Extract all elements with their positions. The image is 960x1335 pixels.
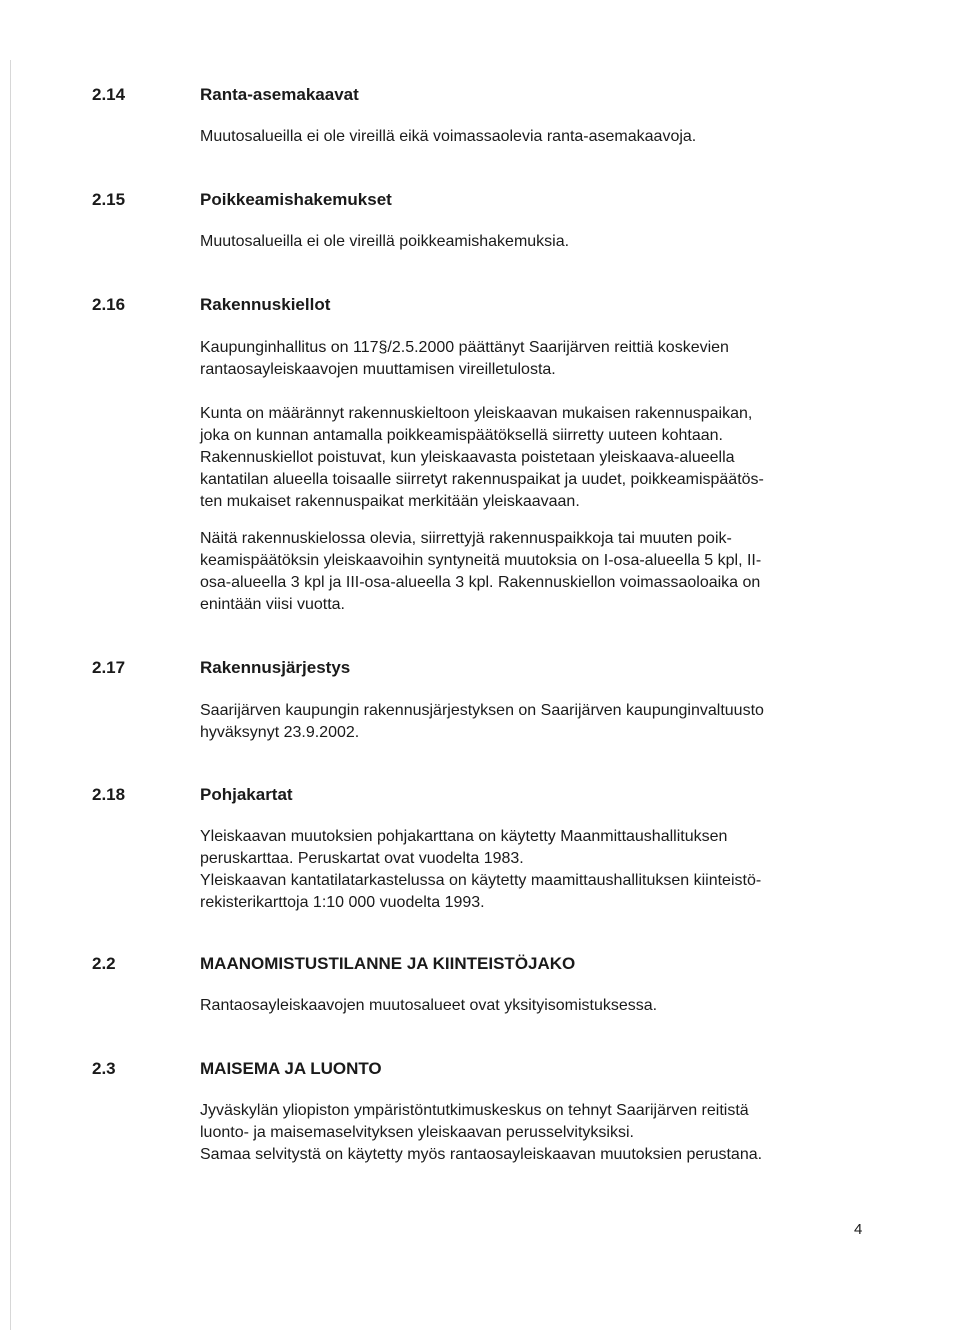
text-line: Kunta on määrännyt rakennuskieltoon yleiskaavan mukaisen rakennuspaikan,	[200, 405, 753, 422]
text-line: joka on kunnan antamalla poikkeamispäätöksellä siirretty uuteen kohtaan.	[200, 427, 723, 444]
section-2-14-number: 2.14	[92, 85, 126, 104]
section-2-16-paragraph-3	[200, 528, 876, 616]
section-2-17-title: Rakennusjärjestys	[200, 658, 351, 677]
text-line: hyväksynyt 23.9.2002.	[200, 724, 360, 741]
section-2-16-paragraph-1	[200, 337, 876, 381]
text-line: kantatilan alueella toisaalle siirretyt rakennuspaikat ja uudet, poikkeamispäätös-	[200, 471, 764, 488]
text-line: Saarijärven kaupungin rakennusjärjestyksen on Saarijärven kaupunginvaltuusto	[200, 702, 764, 719]
section-2-18-number: 2.18	[92, 785, 126, 804]
text-line: Rantaosayleiskaavojen muutosalueet ovat yksityisomistuksessa.	[200, 997, 658, 1014]
text-line: Samaa selvitystä on käytetty myös rantaosayleiskaavan muutoksien perustana.	[200, 1146, 763, 1163]
text-line: Muutosalueilla ei ole vireillä eikä voimassaolevia ranta-asemakaavoja.	[200, 128, 697, 145]
section-2-16-number: 2.16	[92, 295, 126, 314]
section-2-18-title: Pohjakartat	[200, 785, 293, 804]
binding-edge-shadow	[10, 60, 11, 1330]
page-number: 4	[854, 1221, 863, 1238]
text-line: luonto- ja maisemaselvityksen yleiskaavan perusselvityksiksi.	[200, 1124, 634, 1141]
section-2-18-text	[200, 826, 876, 914]
section-2-16-paragraph-2	[200, 403, 876, 513]
text-line: osa-alueella 3 kpl ja III-osa-alueella 3 kpl. Rakennuskiellon voimassaoloaika on	[200, 574, 761, 591]
section-2-15-number: 2.15	[92, 190, 126, 209]
text-line: enintään viisi vuotta.	[200, 596, 345, 613]
text-line: rantaosayleiskaavojen muuttamisen vireilletulosta.	[200, 361, 556, 378]
text-line: Rakennuskiellot poistuvat, kun yleiskaavasta poistetaan yleiskaava-alueella	[200, 449, 735, 466]
text-line: peruskarttaa. Peruskartat ovat vuodelta 1983.	[200, 850, 524, 867]
text-line: Näitä rakennuskielossa olevia, siirrettyjä rakennuspaikkoja tai muuten poik-	[200, 530, 732, 547]
section-2-2-title: MAANOMISTUSTILANNE JA KIINTEISTÖJAKO	[200, 954, 576, 973]
section-2-3-text	[200, 1100, 876, 1166]
section-2-2-text	[200, 995, 876, 1017]
section-2-14-title: Ranta-asemakaavat	[200, 85, 359, 104]
text-line: Yleiskaavan kantatilatarkastelussa on käytetty maamittaushallituksen kiinteistö-	[200, 872, 762, 889]
text-line: Jyväskylän yliopiston ympäristöntutkimuskeskus on tehnyt Saarijärven reitistä	[200, 1102, 749, 1119]
text-line: Yleiskaavan muutoksien pohjakarttana on käytetty Maanmittaushallituksen	[200, 828, 728, 845]
section-2-3-number: 2.3	[92, 1059, 116, 1078]
text-line: rekisterikarttoja 1:10 000 vuodelta 1993.	[200, 894, 485, 911]
section-2-15-title: Poikkeamishakemukset	[200, 190, 392, 209]
section-2-15-text	[200, 231, 876, 253]
section-2-17-number: 2.17	[92, 658, 126, 677]
section-2-17-text	[200, 700, 876, 744]
text-line: keamispäätöksin yleiskaavoihin syntyneitä muutoksia on I-osa-alueella 5 kpl, II-	[200, 552, 762, 569]
section-2-2-number: 2.2	[92, 954, 116, 973]
section-2-3-title: MAISEMA JA LUONTO	[200, 1059, 382, 1078]
text-line: Muutosalueilla ei ole vireillä poikkeamishakemuksia.	[200, 233, 570, 250]
text-line: ten mukaiset rakennuspaikat merkitään yleiskaavaan.	[200, 493, 580, 510]
text-line: Kaupunginhallitus on 117§/2.5.2000 päättänyt Saarijärven reittiä koskevien	[200, 339, 729, 356]
section-2-16-title: Rakennuskiellot	[200, 295, 331, 314]
section-2-14-text	[200, 126, 876, 148]
